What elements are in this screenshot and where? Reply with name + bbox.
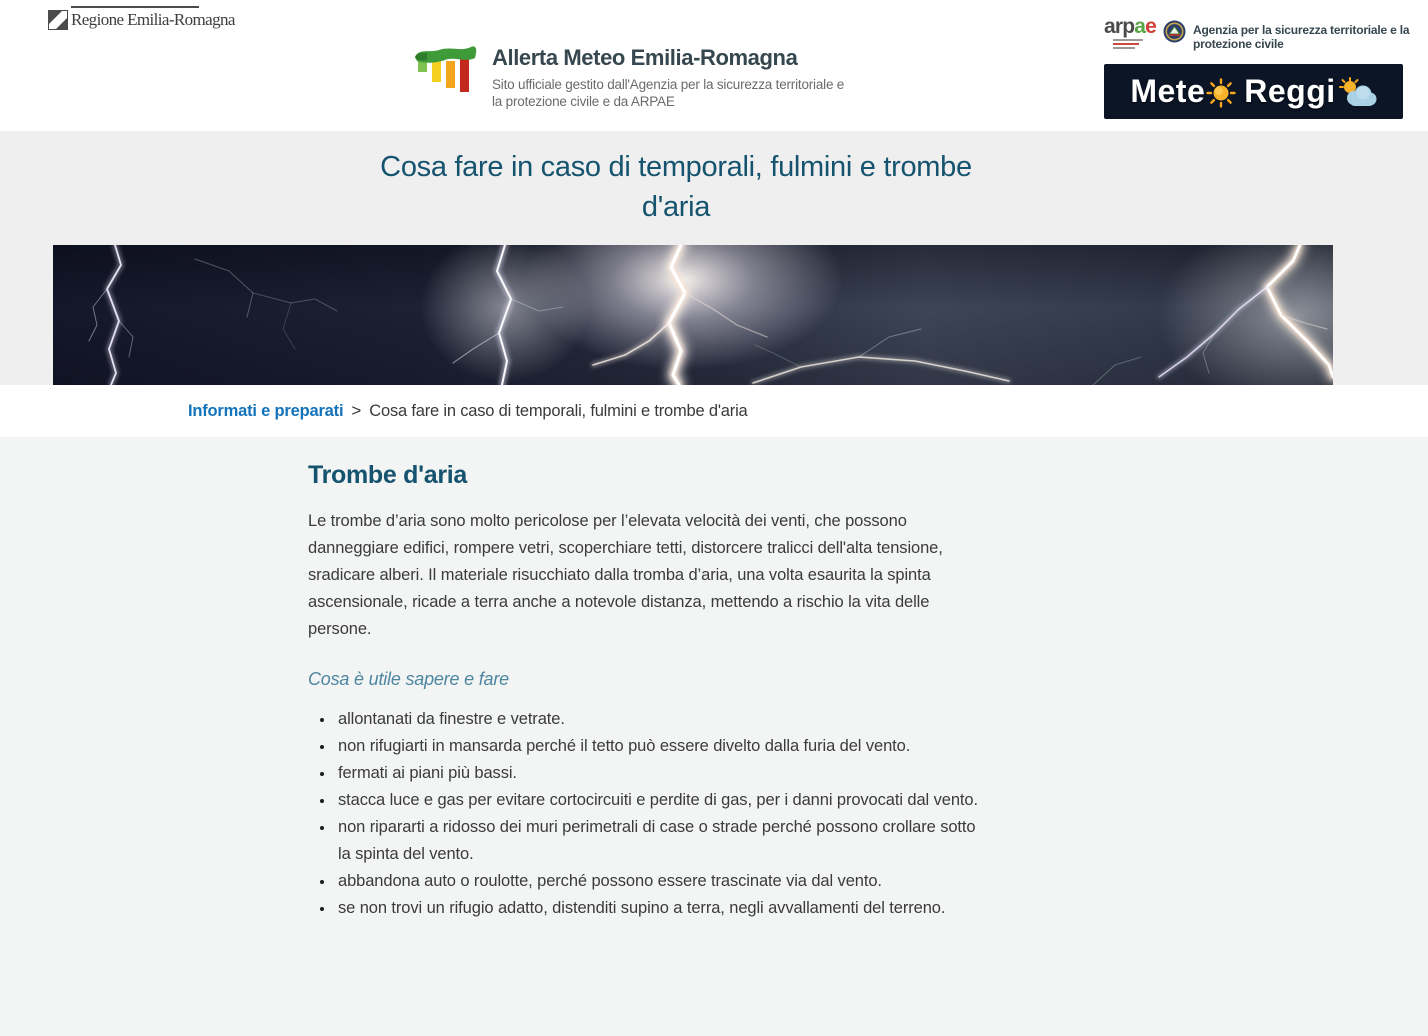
list-item: • allontanati da finestre e vetrate. xyxy=(335,706,980,733)
arpae-text-green: a xyxy=(1134,15,1146,38)
breadcrumb xyxy=(0,385,1428,437)
agency-name-line2: protezione civile xyxy=(1193,37,1284,51)
list-item: • abbandona auto o roulotte, perché possono essere trascinate via dal vento. xyxy=(335,868,980,895)
protezione-civile-emblem-icon xyxy=(1163,20,1186,43)
agency-name-line1: Agenzia per la sicurezza territoriale e la xyxy=(1193,23,1410,37)
arpae-tagline-lines xyxy=(1113,39,1156,49)
meteo-banner-text-reggi: Reggi xyxy=(1244,73,1336,109)
subsection-heading: Cosa è utile sapere e fare xyxy=(308,669,509,689)
arpae-text-dark: arp xyxy=(1104,15,1135,38)
lightning-photo xyxy=(53,245,1333,385)
sun-behind-cloud-icon xyxy=(1337,77,1377,108)
region-emblem-icon xyxy=(48,10,68,30)
list-item: • non rifugiarti in mansarda perché il tetto può essere divelto dalla furia del vento. xyxy=(335,733,980,760)
main-content xyxy=(0,437,1428,1036)
arpae-wordmark xyxy=(1104,16,1156,38)
section-heading: Trombe d'aria xyxy=(308,461,468,489)
list-item: • se non trovi un rifugio adatto, distenditi supino a terra, negli avvallamenti del terreno. xyxy=(335,895,980,922)
site-logo-link[interactable] xyxy=(413,44,844,110)
list-item: • non ripararti a ridosso dei muri perimetrali di case o strade perché possono crollare sotto la spinta del vento. xyxy=(335,814,980,868)
breadcrumb-separator: > xyxy=(351,401,362,420)
arpae-logo-link[interactable] xyxy=(1104,16,1156,49)
region-logo-rule xyxy=(71,6,199,8)
page-title: Cosa fare in caso di temporali, fulmini e trombe d'aria xyxy=(380,151,972,223)
site-header xyxy=(0,0,1428,131)
allerta-meteo-logo-icon xyxy=(413,44,479,96)
site-subtitle-line1: Sito ufficiale gestito dall'Agenzia per la sicurezza territoriale e xyxy=(492,77,845,92)
list-item: • stacca luce e gas per evitare cortocircuiti e perdite di gas, per i danni provocati dal vento. xyxy=(335,787,980,814)
agency-logo-link[interactable] xyxy=(1163,20,1409,51)
article-column xyxy=(308,437,980,922)
site-title: Allerta Meteo Emilia-Romagna xyxy=(492,45,798,70)
hero-section xyxy=(0,131,1428,385)
region-logo-text: Regione Emilia-Romagna xyxy=(71,10,235,29)
region-logo-link[interactable] xyxy=(48,6,235,30)
meteo-reggio-banner[interactable] xyxy=(1104,64,1403,119)
meteo-banner-text-mete: Mete xyxy=(1130,73,1206,109)
sun-icon xyxy=(1206,78,1236,108)
safety-tips-list xyxy=(308,706,980,922)
list-item: • fermati ai piani più bassi. xyxy=(335,760,980,787)
breadcrumb-current: Cosa fare in caso di temporali, fulmini e trombe d'aria xyxy=(369,401,748,420)
breadcrumb-parent-link[interactable]: Informati e preparati xyxy=(188,401,344,420)
intro-paragraph: Le trombe d’aria sono molto pericolose per l’elevata velocità dei venti, che possono danneggiare edifici, rompere vetri, scoperchiare tetti, distorcere tralicci dell'alta tensione, sradicare alberi. Il materiale risucchiato dalla tromba d’aria, una volta esaurita la spinta ascensionale, ricade a terra anche a notevole distanza, mettendo a rischio la vita delle persone. xyxy=(308,512,943,638)
arpae-text-red: e xyxy=(1145,15,1157,38)
site-subtitle-line2: la protezione civile e da ARPAE xyxy=(492,94,675,109)
